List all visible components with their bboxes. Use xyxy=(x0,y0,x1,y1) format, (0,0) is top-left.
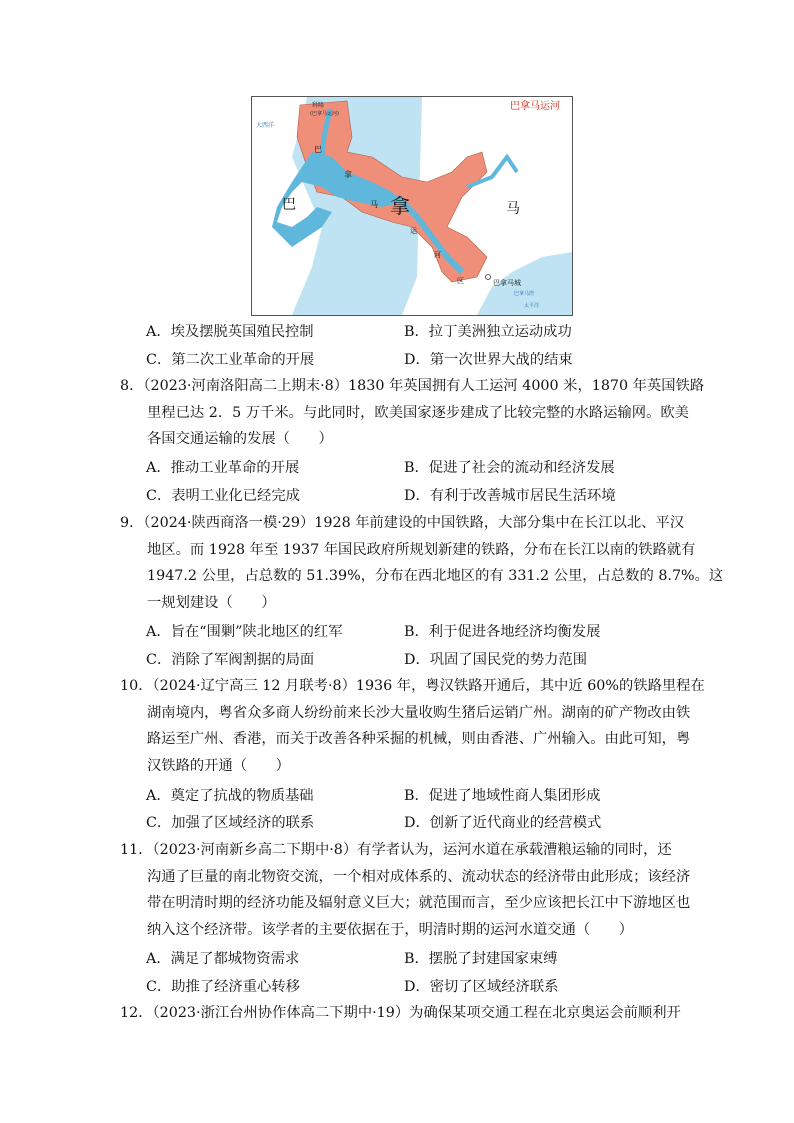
q7-option-b[interactable]: B．拉丁美洲独立运动成功 xyxy=(404,324,572,340)
q8-line-3: 各国交通运输的发展（ ） xyxy=(147,431,333,447)
question-8 xyxy=(120,373,705,453)
map-title: 巴拿马运河 xyxy=(510,101,560,112)
map-city-dot xyxy=(486,275,491,280)
map-label-atlantic: 大西洋 xyxy=(256,122,275,129)
q11-option-b[interactable]: B．摆脱了封建国家束缚 xyxy=(404,951,558,967)
q10-option-a[interactable]: A．奠定了抗战的物质基础 xyxy=(146,788,314,804)
q10-option-c[interactable]: C．加强了区域经济的联系 xyxy=(146,815,315,831)
q11-option-c[interactable]: C．助推了经济重心转移 xyxy=(146,979,300,995)
q10-option-b[interactable]: B．促进了地域性商人集团形成 xyxy=(404,788,601,804)
q8-line-1: 8．（2023·河南洛阳高二上期末·8）1830 年英国拥有人工运河 4000 米，1870 年英国铁路 xyxy=(120,378,705,394)
q8-option-c[interactable]: C．表明工业化已经完成 xyxy=(146,488,300,504)
map-label-qu: 区 xyxy=(457,277,464,285)
q8-option-d[interactable]: D．有利于改善城市居民生活环境 xyxy=(404,488,616,504)
question-10 xyxy=(120,673,705,779)
q10-line-4: 汉铁路的开通（ ） xyxy=(147,757,290,774)
question-11 xyxy=(120,837,691,943)
map-label-ba-left: 巴 xyxy=(282,197,296,213)
q9-line-3: 1947.2 公里，占总数的 51.39%，分布在西北地区的有 331.2 公里，占总数的 8.7%。这 xyxy=(147,568,724,584)
q9-line-2: 地区。而 1928 年至 1937 年国民政府所规划新建的铁路，分布在长江以南的铁路就有 xyxy=(147,541,696,558)
q12-line-1: 12．（2023·浙江台州协作体高二下期中·19）为确保某项交通工程在北京奥运会前顺利开 xyxy=(120,1005,681,1021)
map-label-na-small: 拿 xyxy=(344,170,352,179)
map-label-ma-right: 马 xyxy=(506,201,520,217)
panama-canal-map xyxy=(251,96,573,316)
q10-option-d[interactable]: D．创新了近代商业的经营模式 xyxy=(404,815,602,831)
q9-option-b[interactable]: B．利于促进各地经济均衡发展 xyxy=(404,624,601,640)
map-label-big-na: 拿 xyxy=(390,194,410,218)
question-9 xyxy=(120,510,724,616)
map-label-he: 河 xyxy=(434,251,441,259)
q11-line-3: 带在明清时期的经济功能及辐射意义巨大；就范围而言，至少应该把长江中下游地区也 xyxy=(147,895,691,911)
q11-option-d[interactable]: D．密切了区域经济联系 xyxy=(404,979,559,995)
question-12 xyxy=(120,1000,680,1027)
q8-line-2: 里程已达 2．5 万千米。与此同时，欧美国家逐步建成了比较完整的水路运输网。欧美 xyxy=(147,404,689,421)
map-label-ma-small: 马 xyxy=(370,200,378,209)
q9-option-d[interactable]: D．巩固了国民党的势力范围 xyxy=(404,652,588,668)
q7-option-c[interactable]: C．第二次工业革命的开展 xyxy=(146,352,315,368)
map-label-pacific: 太平洋 xyxy=(524,303,540,309)
q8-option-a[interactable]: A．推动工业革命的开展 xyxy=(146,460,300,476)
q8-option-b[interactable]: B．促进了社会的流动和经济发展 xyxy=(404,460,615,476)
map-label-gulf: 巴拿马湾 xyxy=(514,291,535,297)
q9-option-c[interactable]: C．消除了军阀割据的局面 xyxy=(146,652,315,668)
map-label-yun: 运 xyxy=(410,227,417,235)
map-graphic xyxy=(252,97,572,315)
q11-line-1: 11．（2023·河南新乡高二下期中·8）有学者认为，运河水道在承载漕粮运输的同时，还 xyxy=(120,842,672,858)
q9-option-a[interactable]: A．旨在“围剿”陕北地区的红军 xyxy=(146,624,343,640)
q11-option-a[interactable]: A．满足了都城物资需求 xyxy=(146,951,300,967)
q10-line-2: 湖南境内，粤省众多商人纷纷前来长沙大量收购生猪后运销广州。湖南的矿产物改由铁 xyxy=(147,704,691,721)
q11-line-4: 纳入这个经济带。该学者的主要依据在于，明清时期的运河水道交通（ ） xyxy=(147,921,634,938)
map-label-panama-city: 巴拿马城 xyxy=(493,279,521,287)
map-label-colon: 科隆 xyxy=(312,102,325,109)
map-label-colon-sub: (巴拿马运河) xyxy=(310,111,339,117)
q9-line-4: 一规划建设（ ） xyxy=(147,594,276,611)
q9-line-1: 9．（2024·陕西商洛一模·29）1928 年前建设的中国铁路，大部分集中在长江以北、平汉 xyxy=(120,515,685,531)
map-label-ba-small: 巴 xyxy=(314,145,322,154)
q11-line-2: 沟通了巨量的南北物资交流，一个相对成体系的、流动状态的经济带由此形成；该经济 xyxy=(147,868,691,885)
q7-option-a[interactable]: A．埃及摆脱英国殖民控制 xyxy=(146,324,314,340)
q10-line-1: 10．（2024·辽宁高三 12 月联考·8）1936 年，粤汉铁路开通后，其中近 60%的铁路里程在 xyxy=(120,678,705,694)
q7-option-d[interactable]: D．第一次世界大战的结束 xyxy=(404,352,573,368)
q10-line-3: 路运至广州、香港，而关于改善各种采掘的机械，则由香港、广州输入。由此可知，粤 xyxy=(147,731,691,747)
